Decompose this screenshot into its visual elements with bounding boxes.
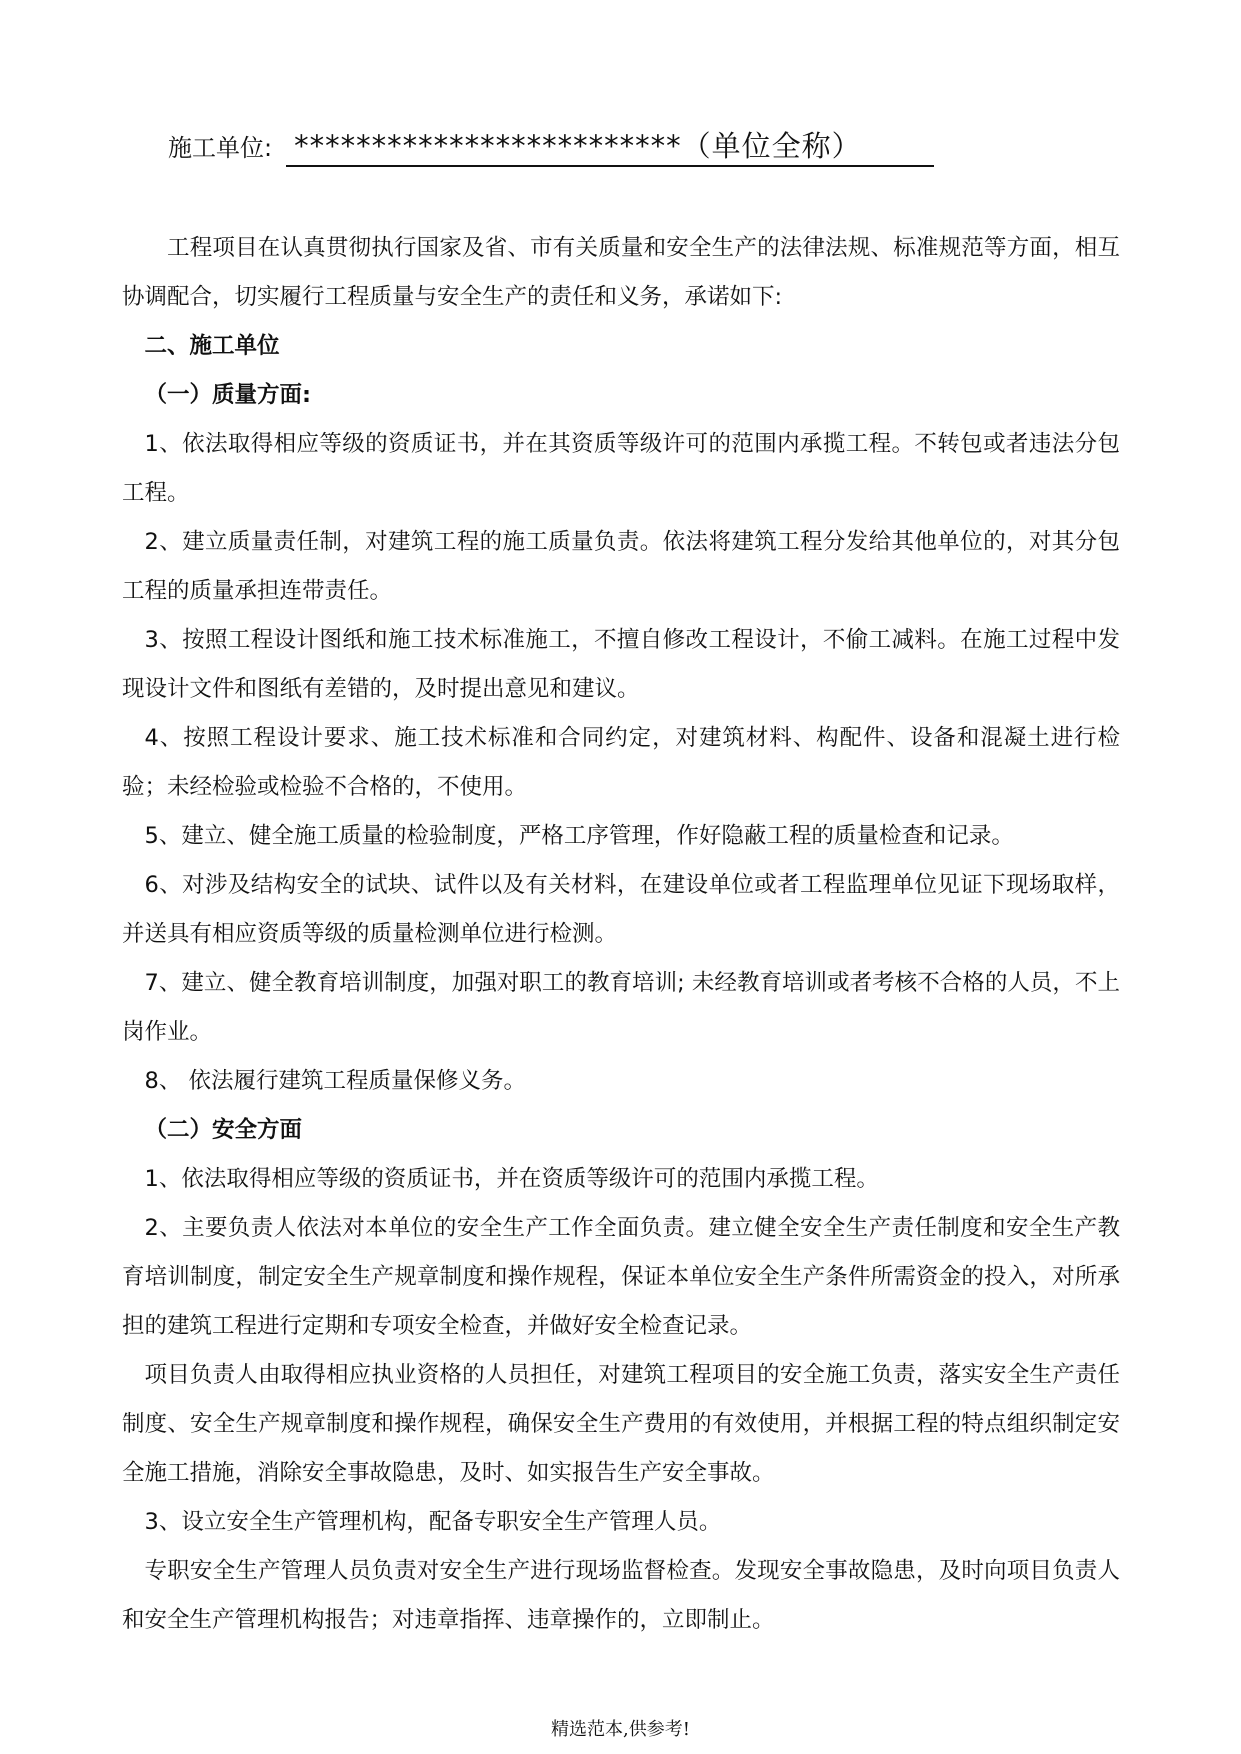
quality-heading: （一）质量方面: [144,382,311,408]
construction-unit-label: 施工单位: [168,134,273,162]
safety-item-3-note: 专职安全生产管理人员负责对安全生产进行现场监督检查。发现安全事故隐患，及时向项目负责人和安全生产管理机构报告；对违章指挥、违章操作的，立即制止。 [122,1558,1120,1633]
page-footer: 精选范本,供参考! [551,1719,690,1740]
safety-heading: （二）安全方面 [144,1117,303,1143]
quality-item: 1、依法取得相应等级的资质证书，并在其资质等级许可的范围内承揽工程。不转包或者违法分包工程。 [122,431,1120,506]
safety-item-1: 1、依法取得相应等级的资质证书，并在资质等级许可的范围内承揽工程。 [144,1166,879,1192]
construction-unit-value: *************************（单位全称） [286,129,934,167]
safety-item-2: 2、主要负责人依法对本单位的安全生产工作全面负责。建立健全安全生产责任制度和安全生产教育培训制度，制定安全生产规章制度和操作规程，保证本单位安全生产条件所需资金的投入，对所承担的建筑工程进行定期和专项安全检查，并做好安全检查记录。 [122,1215,1120,1339]
quality-item: 8、 依法履行建筑工程质量保修义务。 [144,1068,526,1094]
quality-item: 2、建立质量责任制，对建筑工程的施工质量负责。依法将建筑工程分发给其他单位的，对其分包工程的质量承担连带责任。 [122,529,1120,604]
quality-item: 5、建立、健全施工质量的检验制度，严格工序管理，作好隐蔽工程的质量检查和记录。 [144,823,1014,849]
section-title: 二、施工单位 [144,333,280,359]
safety-item-2-note: 项目负责人由取得相应执业资格的人员担任，对建筑工程项目的安全施工负责，落实安全生产责任制度、安全生产规章制度和操作规程，确保安全生产费用的有效使用，并根据工程的特点组织制定安全施工措施，消除安全事故隐患，及时、如实报告生产安全事故。 [122,1362,1120,1486]
safety-item-3: 3、设立安全生产管理机构，配备专职安全生产管理人员。 [144,1509,722,1535]
document-body [122,224,1120,1645]
construction-unit-line [168,128,934,167]
quality-item: 6、对涉及结构安全的试块、试件以及有关材料，在建设单位或者工程监理单位见证下现场取样，并送具有相应资质等级的质量检测单位进行检测。 [122,872,1120,947]
intro-paragraph: 工程项目在认真贯彻执行国家及省、市有关质量和安全生产的法律法规、标准规范等方面，相互协调配合，切实履行工程质量与安全生产的责任和义务，承诺如下: [122,235,1120,310]
quality-item: 3、按照工程设计图纸和施工技术标准施工，不擅自修改工程设计，不偷工减料。在施工过程中发现设计文件和图纸有差错的，及时提出意见和建议。 [122,627,1120,702]
quality-item: 4、按照工程设计要求、施工技术标准和合同约定，对建筑材料、构配件、设备和混凝土进行检验；未经检验或检验不合格的，不使用。 [122,725,1120,800]
quality-item: 7、建立、健全教育培训制度，加强对职工的教育培训; 未经教育培训或者考核不合格的人员，不上岗作业。 [122,970,1120,1045]
